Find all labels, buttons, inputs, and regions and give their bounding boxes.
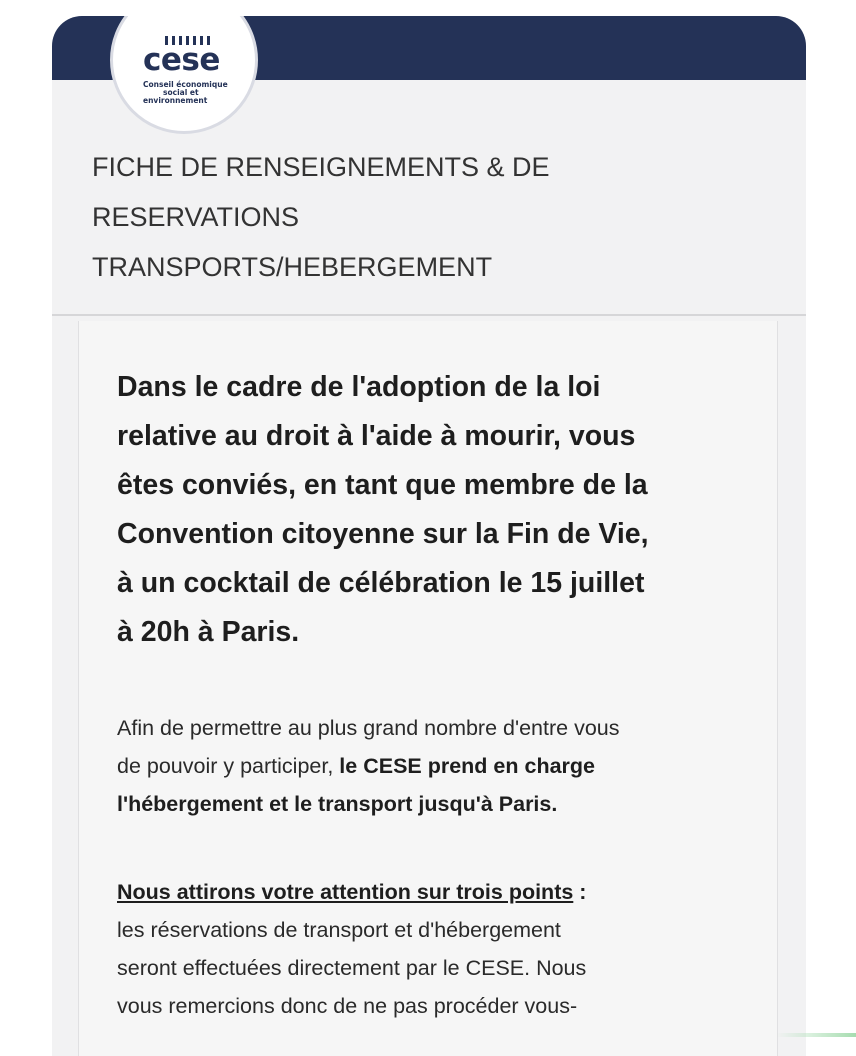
invitation-text: Dans le cadre de l'adoption de la loi relative au droit à l'aide à mourir, vous êtes conviés, en tant que membre de la Convention citoyenne sur la Fin de Vie, à un cocktail de célébration le 15 juillet à 20h à Paris. (117, 371, 649, 648)
form-title (92, 142, 712, 292)
logo-subtitle: Conseil économique social et environnement (143, 80, 228, 105)
form-title-line: RESERVATIONS (92, 202, 300, 232)
logo-wordmark: cese (143, 42, 220, 78)
form-title-line: TRANSPORTS/HEBERGEMENT (92, 252, 493, 282)
coverage-paragraph: Afin de permettre au plus grand nombre d'entre vous de pouvoir y participer, le CESE prend en charge l'hébergement et le transport jusqu'à Paris. (117, 716, 620, 816)
cese-logo (110, 16, 258, 134)
attention-title: Nous attirons votre attention sur trois points (117, 880, 574, 904)
form-title-line: FICHE DE RENSEIGNEMENTS & DE (92, 152, 550, 182)
section-divider (52, 314, 806, 316)
attention-paragraph: Nous attirons votre attention sur trois points : les réservations de transport et d'hébergement seront effectuées directement par le CESE. Nous vous remercions donc de ne pas procéder vous- (117, 880, 587, 1018)
description-panel (78, 321, 778, 1056)
form-card (52, 16, 806, 1056)
scroll-indicator (776, 1033, 856, 1037)
